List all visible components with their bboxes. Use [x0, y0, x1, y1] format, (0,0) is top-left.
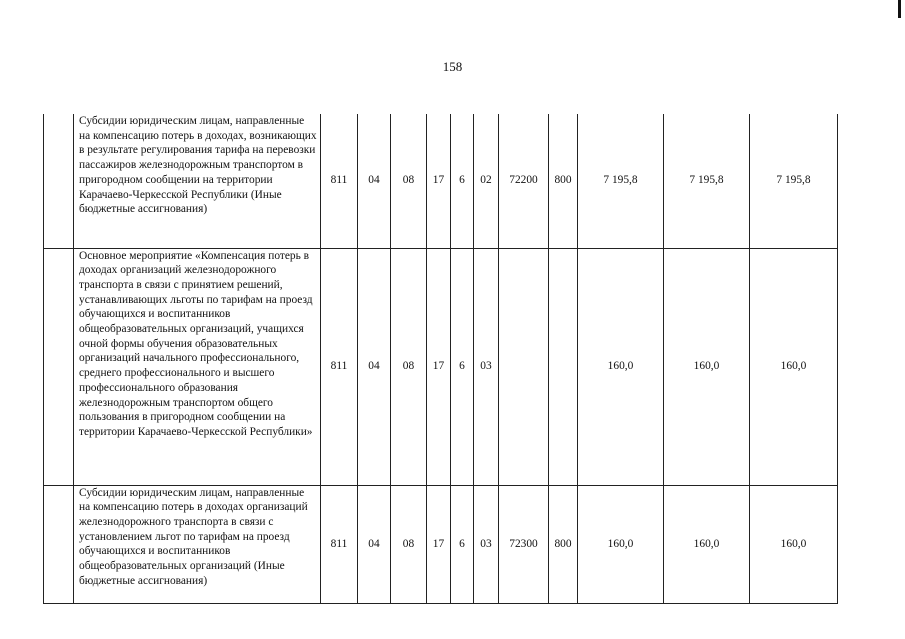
section-code-cell: 04 — [358, 114, 391, 248]
direction-code-cell: 72300 — [499, 485, 549, 603]
amount-year-1-cell: 7 195,8 — [578, 114, 664, 248]
amount-year-2-cell: 160,0 — [664, 485, 750, 603]
subsection-code-cell: 08 — [391, 485, 427, 603]
program-code-cell: 17 — [427, 248, 451, 485]
expense-type-cell — [549, 248, 578, 485]
expense-type-cell: 800 — [549, 114, 578, 248]
table-row — [44, 485, 838, 603]
event-code-cell: 03 — [474, 485, 499, 603]
budget-table — [43, 114, 838, 604]
description-cell: Субсидии юридическим лицам, направленные на компенсацию потерь в доходах, возникающих в результате регулирования тарифа на перевозки пассажиров железнодорожным транспортом в пригородном сообщении на территории Карачаево-Черкесской Республики (Иные бюджетные ассигнования) — [74, 114, 321, 248]
direction-code-cell: 72200 — [499, 114, 549, 248]
scan-edge-mark — [898, 0, 901, 18]
section-code-cell: 04 — [358, 485, 391, 603]
subsection-code-cell: 08 — [391, 248, 427, 485]
amount-year-3-cell: 160,0 — [750, 485, 838, 603]
amount-year-3-cell: 7 195,8 — [750, 114, 838, 248]
description-cell: Субсидии юридическим лицам, направленные на компенсацию потерь в доходах организаций железнодорожного транспорта в связи с установлением льгот по тарифам на проезд обучающихся и воспитанников общеобразовательных организаций (Иные бюджетные ассигнования) — [74, 485, 321, 603]
table-row — [44, 114, 838, 248]
program-code-cell: 17 — [427, 114, 451, 248]
subprogram-code-cell: 6 — [451, 485, 474, 603]
amount-year-2-cell: 160,0 — [664, 248, 750, 485]
subprogram-code-cell: 6 — [451, 114, 474, 248]
ministry-code-cell: 811 — [321, 485, 358, 603]
table-row — [44, 248, 838, 485]
section-code-cell: 04 — [358, 248, 391, 485]
row-number-cell — [44, 485, 74, 603]
row-number-cell — [44, 114, 74, 248]
page-number: 158 — [442, 59, 463, 74]
row-number-cell — [44, 248, 74, 485]
ministry-code-cell: 811 — [321, 248, 358, 485]
event-code-cell: 03 — [474, 248, 499, 485]
amount-year-1-cell: 160,0 — [578, 485, 664, 603]
subsection-code-cell: 08 — [391, 114, 427, 248]
ministry-code-cell: 811 — [321, 114, 358, 248]
event-code-cell: 02 — [474, 114, 499, 248]
description-cell: Основное мероприятие «Компенсация потерь в доходах организаций железнодорожного транспорта в связи с принятием решений, устанавливающих льготы по тарифам на проезд обучающихся и воспитанников общеобразовательных организаций, учащихся очной формы обучения образовательных организаций начального профессионального, среднего профессионального и высшего профессионального образования железнодорожным транспортом общего пользования в пригородном сообщении на территории Карачаево-Черкесской Республики» — [74, 248, 321, 485]
direction-code-cell — [499, 248, 549, 485]
program-code-cell: 17 — [427, 485, 451, 603]
amount-year-2-cell: 7 195,8 — [664, 114, 750, 248]
subprogram-code-cell: 6 — [451, 248, 474, 485]
amount-year-1-cell: 160,0 — [578, 248, 664, 485]
expense-type-cell: 800 — [549, 485, 578, 603]
amount-year-3-cell: 160,0 — [750, 248, 838, 485]
